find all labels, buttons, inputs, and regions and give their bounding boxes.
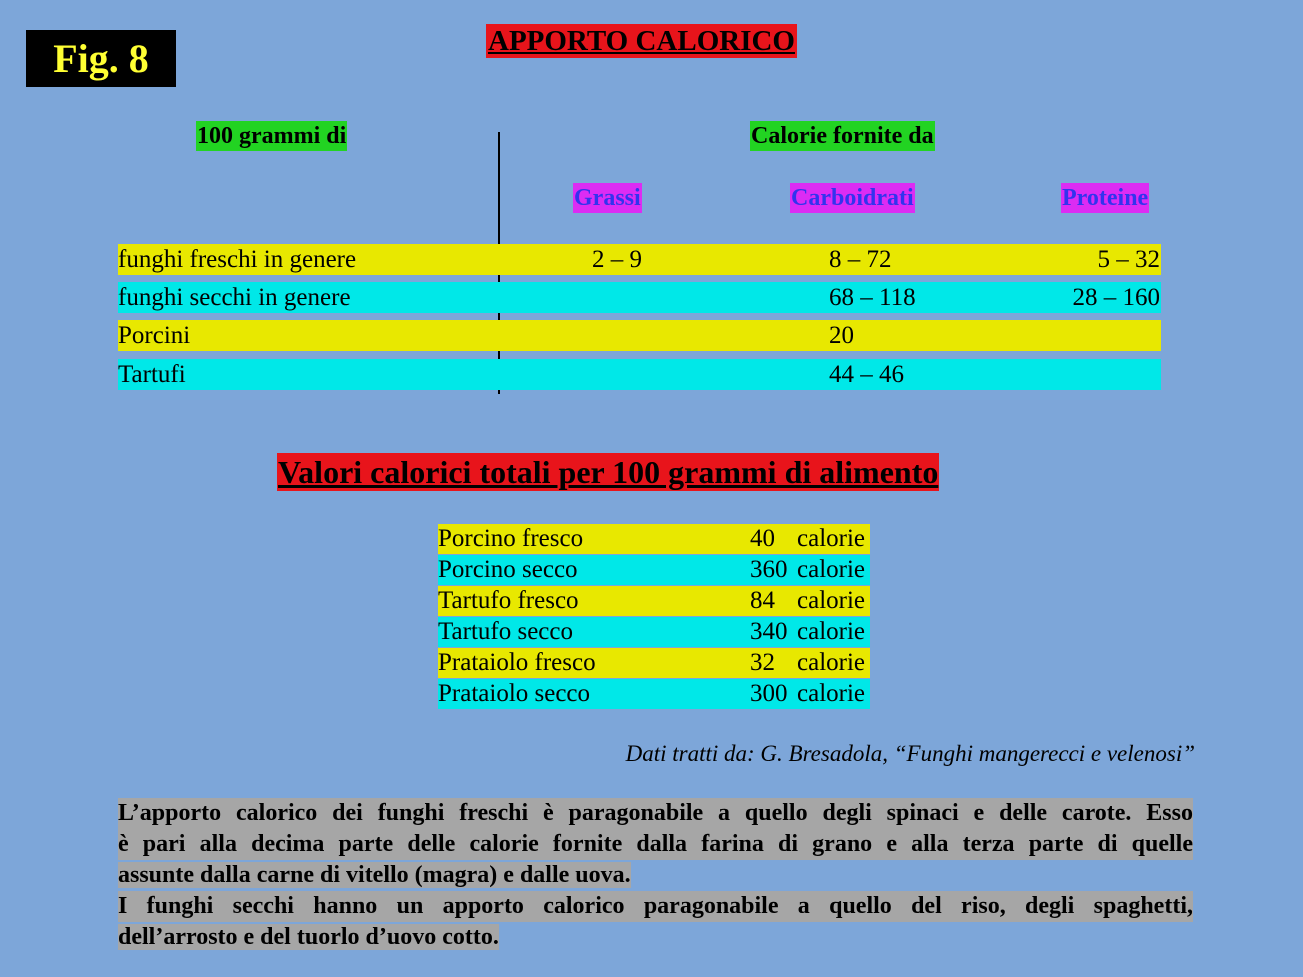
item-name: Porcino secco — [438, 556, 578, 583]
item-unit: calorie — [797, 618, 866, 645]
paragraph-line: assunte dalla carne di vitello (magra) e dalle uova. — [118, 862, 631, 888]
item-unit: calorie — [797, 680, 866, 707]
list-item — [438, 648, 870, 678]
item-value: 360 — [750, 556, 788, 583]
row-carboidrati: 68 – 118 — [829, 284, 916, 311]
item-name: Prataiolo secco — [438, 680, 591, 707]
item-name: Prataiolo fresco — [438, 649, 596, 676]
table-row — [118, 320, 1161, 351]
row-proteine: 28 – 160 — [1072, 284, 1160, 311]
item-value: 40 — [750, 525, 775, 552]
figure-label: Fig. 8 — [26, 30, 176, 87]
row-proteine: 5 – 32 — [1097, 246, 1160, 273]
row-name: funghi secchi in genere — [118, 284, 351, 311]
item-value: 340 — [750, 618, 788, 645]
item-unit: calorie — [797, 556, 866, 583]
table-row — [118, 282, 1161, 313]
row-name: funghi freschi in genere — [118, 246, 357, 273]
header-100-grammi: 100 grammi di — [197, 123, 347, 149]
row-carboidrati: 44 – 46 — [829, 361, 904, 388]
item-name: Porcino fresco — [438, 525, 584, 552]
item-name: Tartufo fresco — [438, 587, 579, 614]
paragraph-line: L’apporto calorico dei funghi freschi è paragonabile a quello degli spinaci e delle carote. Esso — [118, 798, 1193, 829]
row-name: Tartufi — [118, 361, 186, 388]
list-item — [438, 524, 870, 554]
paragraph-line: I funghi secchi hanno un apporto calorico paragonabile a quello del riso, degli spaghetti, — [118, 891, 1193, 922]
item-unit: calorie — [797, 649, 866, 676]
list-item — [438, 586, 870, 616]
item-value: 84 — [750, 587, 775, 614]
source-citation: Dati tratti da: G. Bresadola, “Funghi mangerecci e velenosi” — [625, 741, 1195, 766]
paragraph-line-wrap — [118, 860, 1193, 891]
section-title: Valori calorici totali per 100 grammi di alimento — [278, 454, 939, 490]
list-item — [438, 555, 870, 585]
row-grassi: 2 – 9 — [592, 246, 642, 273]
header-calorie-fornite: Calorie fornite da — [751, 123, 934, 149]
list-item — [438, 679, 870, 709]
subheader-carboidrati: Carboidrati — [791, 185, 914, 211]
row-name: Porcini — [118, 322, 191, 349]
description-paragraph — [118, 798, 1193, 953]
paragraph-line: è pari alla decima parte delle calorie fornite dalla farina di grano e alla terza parte di quelle — [118, 829, 1193, 860]
subheader-grassi: Grassi — [574, 185, 641, 211]
page-title: APPORTO CALORICO — [488, 25, 795, 57]
item-value: 300 — [750, 680, 788, 707]
subheader-proteine: Proteine — [1062, 185, 1149, 211]
row-carboidrati: 8 – 72 — [829, 246, 892, 273]
paragraph-line: dell’arrosto e del tuorlo d’uovo cotto. — [118, 924, 499, 950]
item-unit: calorie — [797, 525, 866, 552]
row-carboidrati: 20 — [829, 322, 854, 349]
item-value: 32 — [750, 649, 775, 676]
list-item — [438, 617, 870, 647]
item-name: Tartufo secco — [438, 618, 573, 645]
item-unit: calorie — [797, 587, 866, 614]
table-row — [118, 244, 1161, 275]
paragraph-line-wrap — [118, 922, 1193, 953]
table-row — [118, 359, 1161, 390]
